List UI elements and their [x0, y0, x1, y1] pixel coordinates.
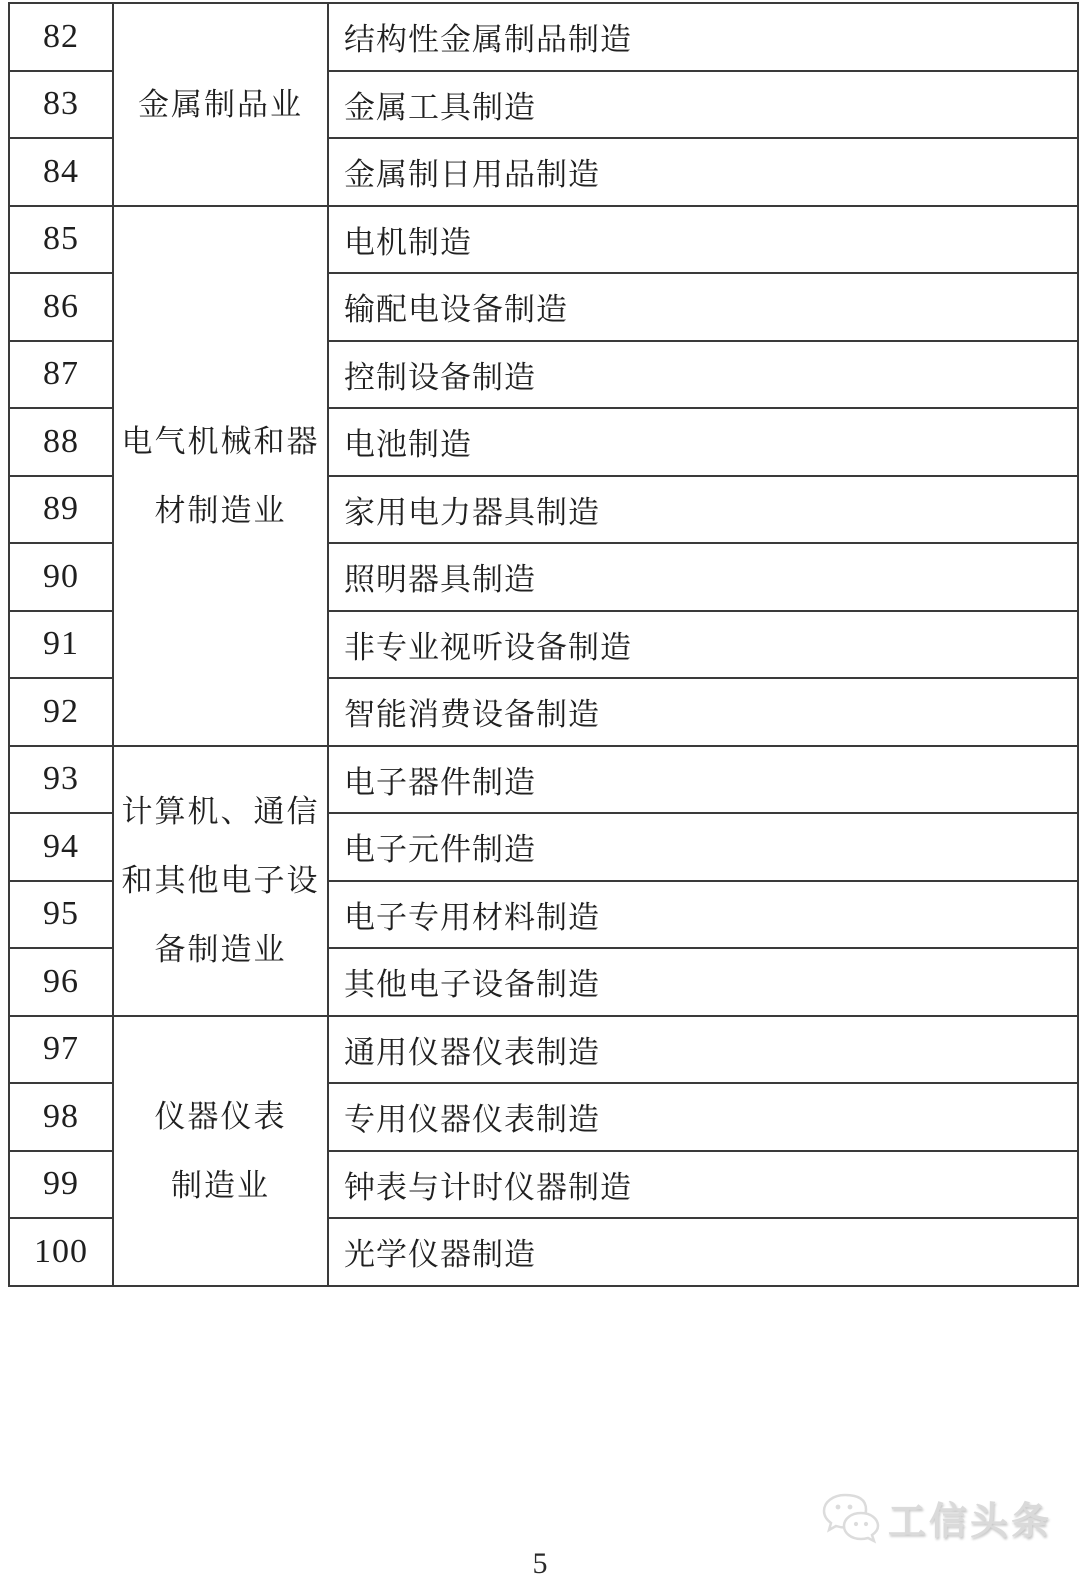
subcategory-cell: 专用仪器仪表制造: [328, 1083, 1078, 1151]
subcategory-cell: 其他电子设备制造: [328, 948, 1078, 1016]
subcategory-cell: 电子专用材料制造: [328, 881, 1078, 949]
category-line: 电气机械和器: [121, 423, 320, 459]
row-number-cell: 97: [9, 1016, 113, 1084]
row-number-cell: 90: [9, 543, 113, 611]
category-line: 备制造业: [154, 932, 287, 967]
row-number-cell: 100: [9, 1218, 113, 1286]
subcategory-cell: 智能消费设备制造: [328, 678, 1078, 746]
row-number-cell: 86: [9, 273, 113, 341]
subcategory-cell: 电池制造: [328, 408, 1078, 476]
row-number-cell: 92: [9, 678, 113, 746]
row-number-cell: 91: [9, 611, 113, 679]
row-number-cell: 99: [9, 1151, 113, 1219]
row-number-cell: 82: [9, 3, 113, 71]
subcategory-cell: 照明器具制造: [328, 543, 1078, 611]
subcategory-cell: 家用电力器具制造: [328, 476, 1078, 544]
table-row: [9, 3, 1078, 71]
category-cell: [113, 3, 328, 206]
row-number-cell: 98: [9, 1083, 113, 1151]
watermark: [820, 1490, 1052, 1545]
subcategory-cell: 输配电设备制造: [328, 273, 1078, 341]
subcategory-cell: 电机制造: [328, 206, 1078, 274]
category-cell: [113, 206, 328, 746]
subcategory-cell: 控制设备制造: [328, 341, 1078, 409]
table-row: [9, 206, 1078, 274]
subcategory-cell: 金属制日用品制造: [328, 138, 1078, 206]
category-cell: [113, 1016, 328, 1286]
category-cell: [113, 746, 328, 1016]
subcategory-cell: 金属工具制造: [328, 71, 1078, 139]
subcategory-cell: 非专业视听设备制造: [328, 611, 1078, 679]
row-number-cell: 83: [9, 71, 113, 139]
subcategory-cell: 通用仪器仪表制造: [328, 1016, 1078, 1084]
table-row: [9, 746, 1078, 814]
category-line: 材制造业: [154, 492, 287, 528]
row-number-cell: 94: [9, 813, 113, 881]
subcategory-cell: 光学仪器制造: [328, 1218, 1078, 1286]
table-row: [9, 1016, 1078, 1084]
row-number-cell: 87: [9, 341, 113, 409]
row-number-cell: 89: [9, 476, 113, 544]
row-number-cell: 93: [9, 746, 113, 814]
subcategory-cell: 钟表与计时仪器制造: [328, 1151, 1078, 1219]
category-line: 金属制品业: [138, 86, 303, 122]
row-number-cell: 85: [9, 206, 113, 274]
row-number-cell: 95: [9, 881, 113, 949]
subcategory-cell: 电子元件制造: [328, 813, 1078, 881]
industry-table: [8, 2, 1079, 1287]
category-line: 和其他电子设: [121, 863, 320, 898]
subcategory-cell: 结构性金属制品制造: [328, 3, 1078, 71]
category-line: 仪器仪表: [154, 1098, 287, 1134]
category-line: 制造业: [171, 1167, 270, 1203]
subcategory-cell: 电子器件制造: [328, 746, 1078, 814]
watermark-text: 工信头条: [887, 1501, 1052, 1543]
page-number: 5: [532, 1547, 548, 1580]
row-number-cell: 96: [9, 948, 113, 1016]
row-number-cell: 88: [9, 408, 113, 476]
category-line: 计算机、通信: [121, 794, 320, 829]
wechat-chat-bubbles-icon: [820, 1491, 882, 1545]
row-number-cell: 84: [9, 138, 113, 206]
